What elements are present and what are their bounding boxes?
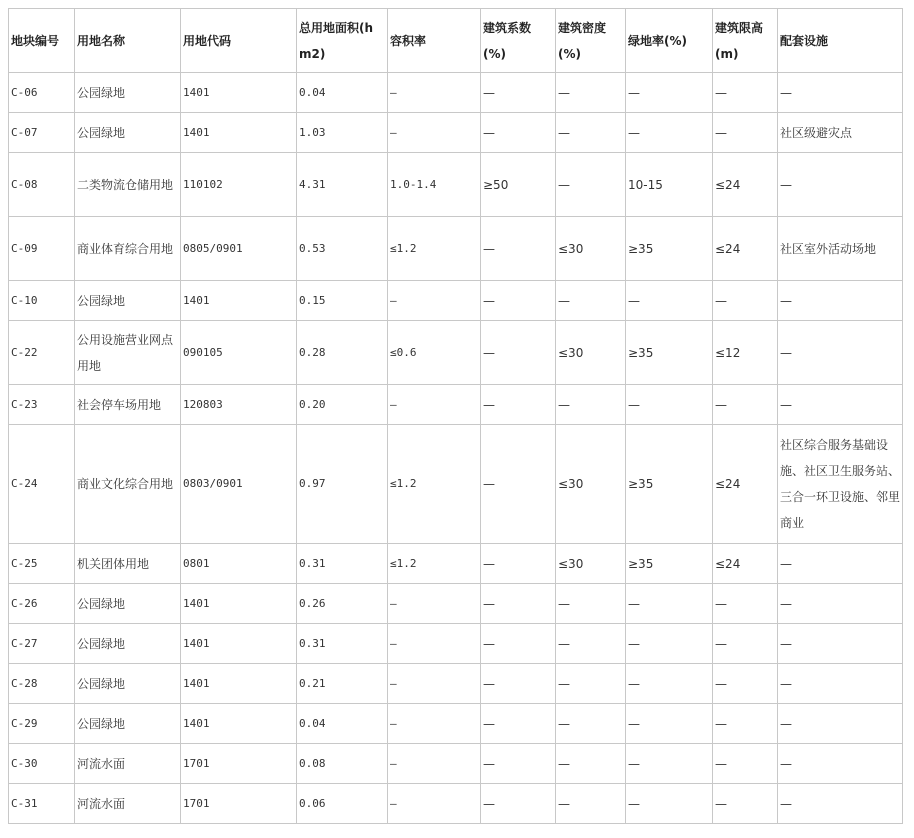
cell-plot-id: C-09	[9, 217, 75, 281]
cell-height-limit: —	[713, 624, 778, 664]
cell-plot-id: C-08	[9, 153, 75, 217]
cell-area: 1.03	[297, 113, 388, 153]
cell-area: 0.31	[297, 544, 388, 584]
table-row	[9, 281, 903, 321]
cell-plot-id: C-30	[9, 744, 75, 784]
cell-facilities: —	[778, 584, 903, 624]
cell-height-limit: —	[713, 784, 778, 824]
cell-facilities: —	[778, 744, 903, 784]
cell-area: 0.28	[297, 321, 388, 385]
cell-far: —	[388, 281, 481, 321]
cell-land-code: 1401	[181, 664, 297, 704]
cell-facilities: —	[778, 624, 903, 664]
cell-area: 0.04	[297, 73, 388, 113]
header-cell-facilities: 配套设施	[778, 9, 903, 73]
cell-green-ratio: ≥35	[626, 544, 713, 584]
cell-facilities: 社区综合服务基础设施、社区卫生服务站、三合一环卫设施、邻里商业	[778, 425, 903, 544]
cell-height-limit: —	[713, 113, 778, 153]
cell-facilities: —	[778, 73, 903, 113]
table-row	[9, 385, 903, 425]
cell-green-ratio: —	[626, 113, 713, 153]
cell-coverage-coef: —	[481, 385, 556, 425]
cell-building-density: ≤30	[556, 217, 626, 281]
table-row	[9, 153, 903, 217]
table-row	[9, 544, 903, 584]
cell-coverage-coef: —	[481, 113, 556, 153]
table-body	[9, 73, 903, 824]
cell-coverage-coef: —	[481, 624, 556, 664]
cell-land-code: 0805/0901	[181, 217, 297, 281]
header-cell-area: 总用地面积(hm2)	[297, 9, 388, 73]
cell-land-name: 公园绿地	[75, 113, 181, 153]
cell-height-limit: —	[713, 704, 778, 744]
cell-building-density: —	[556, 113, 626, 153]
table-row	[9, 664, 903, 704]
cell-height-limit: ≤12	[713, 321, 778, 385]
cell-building-density: —	[556, 281, 626, 321]
cell-height-limit: —	[713, 744, 778, 784]
cell-land-code: 1701	[181, 784, 297, 824]
table-row	[9, 744, 903, 784]
cell-plot-id: C-22	[9, 321, 75, 385]
cell-area: 0.53	[297, 217, 388, 281]
table-header	[9, 9, 903, 73]
cell-coverage-coef: —	[481, 425, 556, 544]
cell-land-code: 0801	[181, 544, 297, 584]
cell-land-code: 090105	[181, 321, 297, 385]
cell-facilities: —	[778, 664, 903, 704]
cell-far: —	[388, 784, 481, 824]
cell-building-density: —	[556, 584, 626, 624]
header-cell-land-name: 用地名称	[75, 9, 181, 73]
table-row	[9, 425, 903, 544]
cell-green-ratio: —	[626, 664, 713, 704]
cell-land-name: 公园绿地	[75, 281, 181, 321]
cell-height-limit: —	[713, 73, 778, 113]
table-row	[9, 217, 903, 281]
cell-plot-id: C-24	[9, 425, 75, 544]
cell-land-name: 商业体育综合用地	[75, 217, 181, 281]
header-cell-far: 容积率	[388, 9, 481, 73]
cell-area: 0.20	[297, 385, 388, 425]
cell-facilities: —	[778, 704, 903, 744]
header-row	[9, 9, 903, 73]
cell-land-name: 公园绿地	[75, 624, 181, 664]
cell-facilities: —	[778, 385, 903, 425]
cell-green-ratio: —	[626, 704, 713, 744]
header-cell-land-code: 用地代码	[181, 9, 297, 73]
cell-green-ratio: ≥35	[626, 321, 713, 385]
cell-facilities: —	[778, 544, 903, 584]
cell-land-code: 0803/0901	[181, 425, 297, 544]
cell-far: —	[388, 664, 481, 704]
table-row	[9, 704, 903, 744]
cell-green-ratio: —	[626, 744, 713, 784]
cell-coverage-coef: —	[481, 544, 556, 584]
cell-land-code: 1401	[181, 624, 297, 664]
header-cell-height-limit: 建筑限高(m)	[713, 9, 778, 73]
cell-green-ratio: —	[626, 624, 713, 664]
cell-area: 0.21	[297, 664, 388, 704]
cell-far: —	[388, 73, 481, 113]
cell-land-name: 公园绿地	[75, 664, 181, 704]
cell-far: ≤1.2	[388, 425, 481, 544]
cell-coverage-coef: —	[481, 217, 556, 281]
cell-area: 0.97	[297, 425, 388, 544]
cell-land-name: 公用设施营业网点用地	[75, 321, 181, 385]
cell-land-code: 1401	[181, 704, 297, 744]
cell-green-ratio: —	[626, 281, 713, 321]
cell-area: 0.04	[297, 704, 388, 744]
cell-area: 0.26	[297, 584, 388, 624]
cell-height-limit: ≤24	[713, 217, 778, 281]
cell-land-code: 1701	[181, 744, 297, 784]
cell-land-code: 1401	[181, 113, 297, 153]
cell-area: 0.06	[297, 784, 388, 824]
cell-plot-id: C-06	[9, 73, 75, 113]
cell-building-density: —	[556, 704, 626, 744]
cell-building-density: —	[556, 744, 626, 784]
cell-plot-id: C-10	[9, 281, 75, 321]
cell-height-limit: —	[713, 281, 778, 321]
cell-land-code: 1401	[181, 281, 297, 321]
cell-land-name: 二类物流仓储用地	[75, 153, 181, 217]
cell-far: —	[388, 385, 481, 425]
cell-land-code: 1401	[181, 584, 297, 624]
cell-building-density: —	[556, 153, 626, 217]
table-row	[9, 321, 903, 385]
cell-land-name: 商业文化综合用地	[75, 425, 181, 544]
cell-green-ratio: —	[626, 584, 713, 624]
cell-height-limit: —	[713, 584, 778, 624]
cell-area: 0.08	[297, 744, 388, 784]
cell-coverage-coef: —	[481, 281, 556, 321]
cell-facilities: —	[778, 321, 903, 385]
cell-land-name: 机关团体用地	[75, 544, 181, 584]
cell-height-limit: ≤24	[713, 425, 778, 544]
cell-land-name: 公园绿地	[75, 584, 181, 624]
cell-area: 0.31	[297, 624, 388, 664]
cell-building-density: ≤30	[556, 321, 626, 385]
header-cell-building-density: 建筑密度(%)	[556, 9, 626, 73]
cell-building-density: —	[556, 385, 626, 425]
cell-coverage-coef: —	[481, 584, 556, 624]
header-cell-coverage-coef: 建筑系数(%)	[481, 9, 556, 73]
cell-height-limit: —	[713, 664, 778, 704]
cell-building-density: —	[556, 624, 626, 664]
cell-building-density: ≤30	[556, 544, 626, 584]
cell-facilities: 社区级避灾点	[778, 113, 903, 153]
cell-plot-id: C-27	[9, 624, 75, 664]
cell-green-ratio: ≥35	[626, 425, 713, 544]
cell-far: —	[388, 704, 481, 744]
cell-facilities: —	[778, 784, 903, 824]
cell-far: —	[388, 113, 481, 153]
cell-far: ≤1.2	[388, 217, 481, 281]
cell-green-ratio: —	[626, 73, 713, 113]
cell-building-density: —	[556, 664, 626, 704]
cell-land-code: 110102	[181, 153, 297, 217]
cell-land-code: 120803	[181, 385, 297, 425]
table-row	[9, 73, 903, 113]
cell-height-limit: —	[713, 385, 778, 425]
cell-far: ≤0.6	[388, 321, 481, 385]
header-cell-plot-id: 地块编号	[9, 9, 75, 73]
cell-far: ≤1.2	[388, 544, 481, 584]
table-row	[9, 784, 903, 824]
table-row	[9, 113, 903, 153]
cell-far: —	[388, 624, 481, 664]
table-row	[9, 584, 903, 624]
cell-building-density: —	[556, 73, 626, 113]
cell-building-density: ≤30	[556, 425, 626, 544]
cell-facilities: 社区室外活动场地	[778, 217, 903, 281]
cell-land-name: 河流水面	[75, 744, 181, 784]
cell-green-ratio: —	[626, 784, 713, 824]
cell-plot-id: C-29	[9, 704, 75, 744]
table-row	[9, 624, 903, 664]
cell-area: 0.15	[297, 281, 388, 321]
cell-height-limit: ≤24	[713, 153, 778, 217]
cell-land-name: 公园绿地	[75, 73, 181, 113]
cell-plot-id: C-31	[9, 784, 75, 824]
cell-land-code: 1401	[181, 73, 297, 113]
cell-land-name: 社会停车场用地	[75, 385, 181, 425]
cell-area: 4.31	[297, 153, 388, 217]
cell-green-ratio: 10-15	[626, 153, 713, 217]
cell-coverage-coef: —	[481, 73, 556, 113]
cell-coverage-coef: —	[481, 784, 556, 824]
cell-plot-id: C-07	[9, 113, 75, 153]
cell-land-name: 河流水面	[75, 784, 181, 824]
cell-plot-id: C-25	[9, 544, 75, 584]
cell-far: —	[388, 584, 481, 624]
header-cell-green-ratio: 绿地率(%)	[626, 9, 713, 73]
cell-coverage-coef: —	[481, 704, 556, 744]
cell-coverage-coef: —	[481, 744, 556, 784]
cell-building-density: —	[556, 784, 626, 824]
cell-far: 1.0-1.4	[388, 153, 481, 217]
cell-coverage-coef: —	[481, 321, 556, 385]
cell-green-ratio: ≥35	[626, 217, 713, 281]
cell-coverage-coef: ≥50	[481, 153, 556, 217]
cell-height-limit: ≤24	[713, 544, 778, 584]
cell-facilities: —	[778, 281, 903, 321]
cell-plot-id: C-28	[9, 664, 75, 704]
cell-far: —	[388, 744, 481, 784]
cell-plot-id: C-26	[9, 584, 75, 624]
cell-plot-id: C-23	[9, 385, 75, 425]
cell-coverage-coef: —	[481, 664, 556, 704]
cell-green-ratio: —	[626, 385, 713, 425]
cell-facilities: —	[778, 153, 903, 217]
cell-land-name: 公园绿地	[75, 704, 181, 744]
land-use-table	[8, 8, 903, 824]
